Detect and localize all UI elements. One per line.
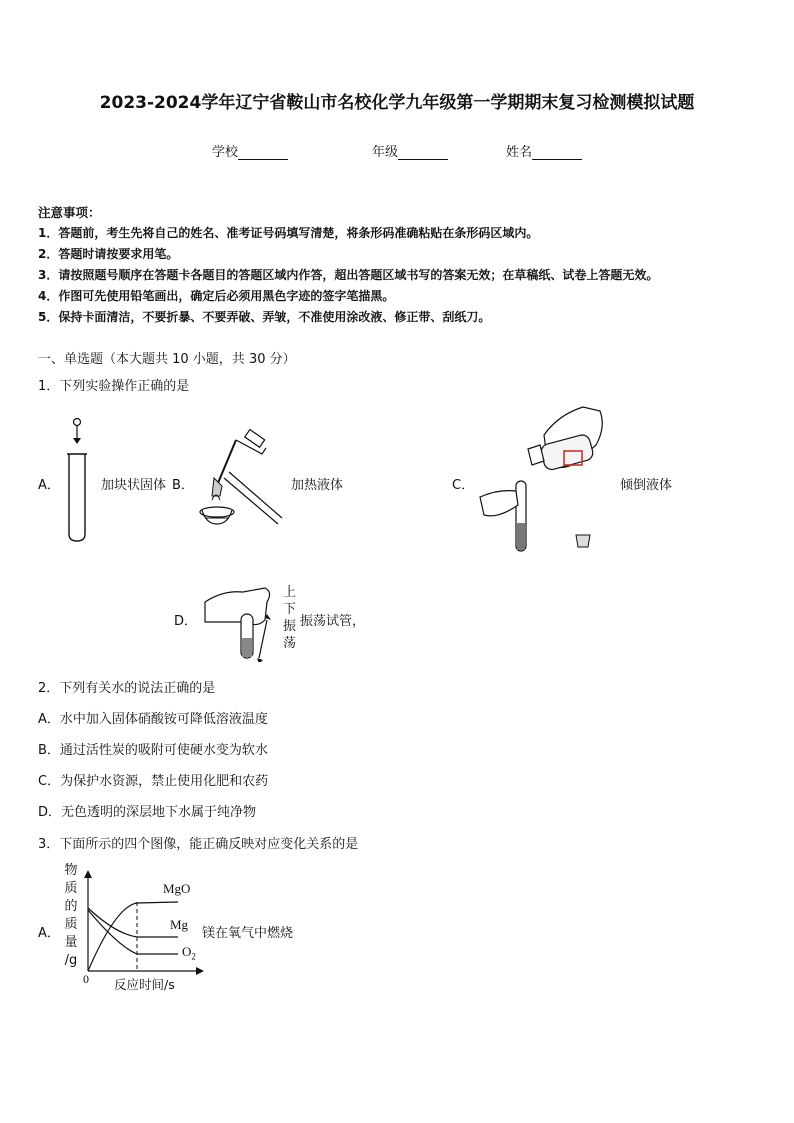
grade-field[interactable] [372, 141, 448, 160]
origin-label: 0 [83, 972, 89, 986]
q1-option-c-text: 倾倒液体 [620, 478, 673, 493]
question-3-stem: 3．下面所示的四个图像，能正确反映对应变化关系的是 [38, 837, 359, 852]
shaking-test-tube-figure [203, 576, 281, 662]
q3-option-a-letter[interactable]: A． [38, 926, 60, 941]
school-label: 学校 [212, 145, 239, 160]
d-label-char: 上 [283, 585, 297, 600]
grade-blank[interactable] [398, 146, 448, 160]
notice-item: 4．作图可先使用铅笔画出，确定后必须用黑色字迹的签字笔描黑。 [38, 289, 395, 303]
q3-chart-ylabel [64, 862, 78, 970]
d-label-char: 下 [283, 602, 297, 617]
notice-item: 5．保持卡面清洁，不要折暴、不要弄破、弄皱，不准使用涂改液、修正带、刮纸刀。 [38, 310, 491, 324]
notice-item: 1．答题前，考生先将自己的姓名、准考证号码填写清楚，将条形码准确粘贴在条形码区域内。 [38, 226, 539, 240]
q1-option-b-text: 加热液体 [291, 478, 344, 493]
q1-option-b-letter[interactable]: B． [172, 478, 194, 493]
q3-chart-xlabel: 反应时间/s [114, 977, 175, 992]
grade-label: 年级 [372, 145, 399, 160]
series-label-o2: $O_2$ [182, 944, 196, 962]
notice-item: 2．答题时请按要求用笔。 [38, 247, 179, 261]
name-label: 姓名 [506, 145, 533, 160]
ylabel-char: 质 [64, 881, 78, 896]
series-label-mg: Mg [170, 917, 189, 932]
series-o2-line [88, 910, 178, 954]
notice-item: 3．请按照题号顺序在答题卡各题目的答题区域内作答，超出答题区域书写的答案无效；在草稿纸、试卷上答题无效。 [38, 268, 659, 282]
x-axis-arrow [196, 967, 204, 975]
d-label-char: 荡 [283, 636, 297, 651]
school-blank[interactable] [238, 146, 288, 160]
y-axis-arrow [84, 870, 92, 878]
ylabel-char: 的 [64, 899, 78, 914]
section-heading: 一、单选题（本大题共 10 小题，共 30 分） [38, 352, 296, 367]
q1-option-d-vertical-label [283, 584, 297, 652]
exam-title: 2023-2024学年辽宁省鞍山市名校化学九年级第一学期期末复习检测模拟试题 [99, 93, 695, 113]
series-mg-line [88, 908, 178, 937]
question-1-stem: 1．下列实验操作正确的是 [38, 379, 190, 394]
ylabel-char: 量 [64, 935, 78, 950]
q2-option[interactable]: B．通过活性炭的吸附可使硬水变为软水 [38, 743, 268, 758]
q1-option-a-text: 加块状固体 [101, 478, 167, 493]
pouring-liquid-figure [478, 405, 608, 555]
q1-option-a-letter[interactable]: A． [38, 478, 60, 493]
series-label-mgo: MgO [163, 881, 191, 896]
ylabel-char: 物 [64, 863, 78, 878]
q2-option[interactable]: A．水中加入固体硝酸铵可降低溶液温度 [38, 712, 268, 727]
ylabel-char: 质 [64, 917, 78, 932]
q1-option-c-letter[interactable]: C． [452, 478, 475, 493]
name-field[interactable] [506, 141, 582, 160]
question-2-stem: 2．下列有关水的说法正确的是 [38, 681, 216, 696]
q2-option[interactable]: C．为保护水资源，禁止使用化肥和农药 [38, 774, 269, 789]
notice-heading: 注意事项： [38, 205, 101, 220]
q1-option-d-text: 振荡试管， [300, 614, 366, 629]
heating-liquid-figure [196, 428, 288, 528]
q3-option-a-text: 镁在氧气中燃烧 [202, 926, 294, 941]
q2-option[interactable]: D．无色透明的深层地下水属于纯净物 [38, 805, 257, 820]
ylabel-char: /g [64, 953, 78, 968]
d-label-char: 振 [283, 619, 297, 634]
school-field[interactable] [212, 141, 288, 160]
q1-option-d-letter[interactable]: D． [174, 614, 198, 629]
name-blank[interactable] [532, 146, 582, 160]
test-tube-solid-figure [64, 416, 94, 546]
